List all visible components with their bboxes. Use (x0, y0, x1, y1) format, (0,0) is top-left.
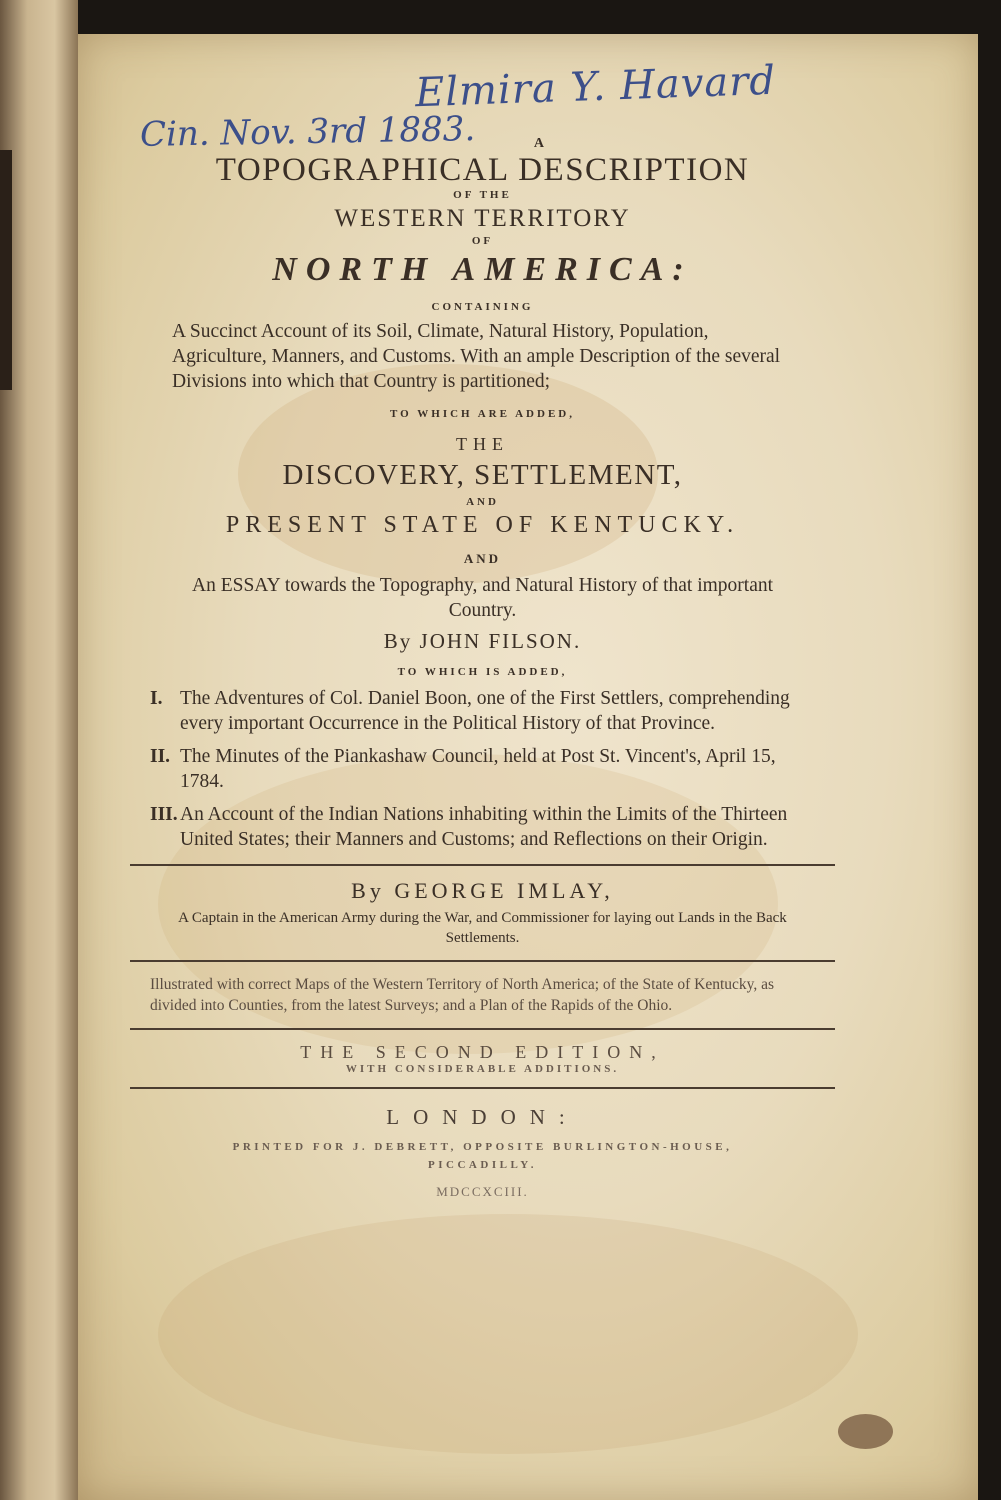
title-page-text (150, 136, 815, 1200)
foxing-stain (158, 1214, 858, 1454)
of: OF (471, 235, 494, 247)
to-which-is-added: TO WHICH IS ADDED, (397, 666, 568, 678)
of-the: OF THE (453, 189, 512, 201)
additions-list (150, 686, 815, 852)
to-which-are-added: TO WHICH ARE ADDED, (390, 408, 575, 420)
main-title: TOPOGRAPHICAL DESCRIPTION (215, 152, 750, 188)
by-george-imlay: By GEORGE IMLAY, (351, 878, 614, 903)
containing: CONTAINING (431, 301, 534, 313)
list-item-text: An Account of the Indian Nations inhabiting within the Limits of the Thirteen United States; their Manners and Customs; and Reflections on their Origin. (180, 804, 788, 850)
and-label: AND (466, 496, 499, 508)
list-item-number: III. (150, 804, 178, 825)
subtitle-western-territory: WESTERN TERRITORY (334, 205, 631, 232)
ink-blot (838, 1414, 893, 1449)
handwritten-owner-name: Elmira Y. Havard (414, 57, 777, 117)
divider-rule (130, 960, 835, 962)
by-john-filson: By JOHN FILSON. (383, 629, 582, 653)
list-item-text: The Minutes of the Piankashaw Council, held at Post St. Vincent's, April 15, 1784. (180, 746, 776, 792)
imprint-printer: PRINTED FOR J. DEBRETT, OPPOSITE BURLINGTON-HOUSE, PICCADILLY. (232, 1141, 733, 1171)
essay-line: An ESSAY towards the Topography, and Natural History of that important Country. (191, 575, 774, 621)
subtitle-north-america: NORTH AMERICA: (272, 251, 693, 288)
imprint-city: LONDON: (386, 1105, 579, 1129)
imprint-year: MDCCXCIII. (436, 1184, 529, 1199)
divider-rule (130, 1087, 835, 1089)
edition-subtitle: WITH CONSIDERABLE ADDITIONS. (345, 1063, 620, 1075)
list-item-number: I. (150, 688, 163, 709)
and-label-2: AND (463, 551, 502, 566)
list-item (150, 802, 815, 852)
the-label: THE (456, 434, 509, 454)
description-paragraph: A Succinct Account of its Soil, Climate, Natural History, Population, Agriculture, Manners, and Customs. With an ample Description of the several Divisions into which that Country is partitioned; (172, 321, 781, 392)
divider-rule (130, 1028, 835, 1030)
illustrated-note: Illustrated with correct Maps of the Western Territory of North America; of the State of Kentucky, as divided into Counties, from the latest Surveys; and a Plan of the Rapids of the Ohio. (150, 976, 775, 1014)
list-item (150, 686, 815, 736)
present-state-heading: PRESENT STATE OF KENTUCKY. (225, 512, 740, 538)
divider-rule (130, 864, 835, 866)
list-item-text: The Adventures of Col. Daniel Boon, one of the First Settlers, comprehending every important Occurrence in the Political History of that Province. (180, 688, 790, 734)
handwritten-date: Cin. Nov. 3rd 1883. (139, 109, 476, 155)
title-article: A (533, 136, 547, 151)
list-item (150, 744, 815, 794)
cover-edge (0, 150, 12, 390)
discovery-heading: DISCOVERY, SETTLEMENT, (282, 459, 683, 491)
author-caption: A Captain in the American Army during the War, and Commissioner for laying out Lands in the Back Settlements. (178, 910, 787, 946)
edition-title: THE SECOND EDITION, (300, 1042, 665, 1062)
list-item-number: II. (150, 746, 171, 767)
